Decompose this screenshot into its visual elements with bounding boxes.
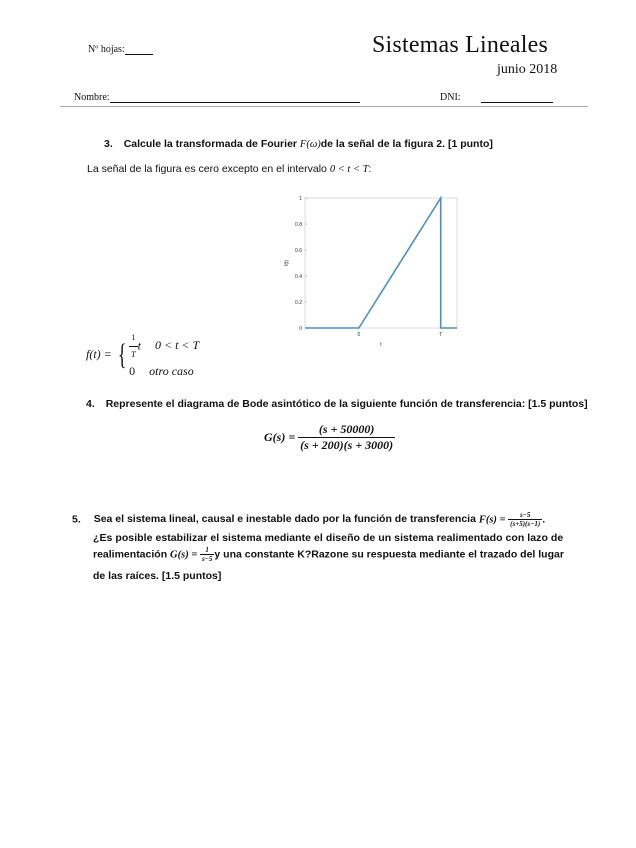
q3-intro-text: La señal de la figura es cero excepto en el intervalo (87, 163, 330, 175)
dni-blank (481, 102, 553, 103)
q5-g-numerator: 1 (200, 546, 214, 555)
q3-prefix: Calcule la transformada de Fourier (123, 138, 300, 150)
sheets-field (88, 44, 153, 55)
q3-title (104, 138, 493, 150)
y-tick-label: 1 (299, 196, 302, 202)
q3-func: F(ω) (299, 139, 321, 150)
piecewise-case-2 (129, 363, 199, 379)
y-tick-label: 0.8 (295, 222, 302, 228)
q4-lhs: G(s) = (264, 430, 299, 444)
q5-f-fraction (508, 511, 542, 528)
y-axis-label: f(t) (284, 259, 290, 267)
name-label: Nombre: (74, 92, 110, 103)
q3-number: 3. (104, 138, 113, 150)
q4-number: 4. (86, 398, 95, 410)
q3-suffix: de la señal de la figura 2. [1 punto] (320, 138, 493, 150)
exam-date: junio 2018 (497, 62, 558, 77)
q4-title (86, 398, 588, 410)
q4-fraction (298, 422, 395, 453)
piecewise-fraction (129, 330, 137, 363)
dni-field (440, 92, 553, 103)
q5-line1-math: F(s) = (478, 514, 509, 526)
q3-intro-math: 0 < t < T (329, 164, 369, 175)
piecewise-case2-expr: 0 (129, 364, 136, 378)
q5-number: 5. (72, 513, 81, 526)
header-divider (60, 106, 588, 107)
q5-line-4: de las raíces. [1.5 puntos] (93, 570, 222, 582)
q5-line1-end: . (542, 513, 546, 526)
q5-f-denominator: (s+5)(s−1) (510, 520, 541, 528)
q5-line-1 (72, 511, 545, 528)
piecewise-brace: { (117, 337, 127, 371)
piecewise-case1-cond: 0 < t < T (154, 338, 200, 353)
q3-intro-end: : (368, 163, 372, 175)
course-title: Sistemas Lineales (372, 32, 549, 58)
q5-line-3 (93, 546, 564, 563)
signal-figure (280, 190, 470, 350)
q5-line-2: ¿Es posible estabilizar el sistema mediante el diseño de un sistema realimentado con lazo de (93, 532, 564, 544)
q5-g-denominator: s−5 (201, 555, 213, 563)
q5-line3-rest: y una constante K?Razone su respuesta mediante el trazado del lugar (214, 548, 564, 561)
q5-line3-math: G(s) = (170, 549, 200, 561)
piecewise-definition (86, 330, 199, 379)
q5-g-fraction (200, 546, 214, 563)
name-field (74, 92, 360, 103)
piecewise-frac-den: T (131, 350, 136, 359)
y-tick-label: 0 (299, 326, 302, 332)
sheets-label: Nº hojas: (88, 44, 125, 55)
piecewise-case2-cond: otro caso (149, 364, 194, 378)
q4-transfer-function (264, 422, 395, 453)
y-tick-label: 0.2 (295, 300, 302, 306)
sheets-blank (125, 54, 153, 55)
piecewise-lhs: f(t) = (86, 347, 115, 361)
x-axis-label: t (380, 342, 382, 348)
y-tick-label: 0.6 (295, 248, 302, 254)
q5-line3-text: realimentación (93, 548, 171, 561)
piecewise-cases (129, 330, 199, 379)
q4-numerator: (s + 50000) (298, 422, 395, 438)
q3-intro (87, 163, 371, 175)
x-tick-label: T (439, 332, 443, 338)
q5-line1-text: Sea el sistema lineal, causal e inestable dado por la función de transferencia (93, 513, 479, 526)
q5-f-numerator: s−5 (508, 511, 542, 520)
piecewise-case1-expr: t (137, 338, 141, 353)
dni-label: DNI: (440, 92, 461, 103)
piecewise-case-1 (129, 330, 199, 363)
plot-frame (305, 198, 457, 328)
q4-denominator: (s + 200)(s + 3000) (300, 438, 394, 452)
q4-text: Represente el diagrama de Bode asintótico de la siguiente función de transferencia: [1.5 puntos] (105, 398, 588, 410)
name-blank (110, 102, 360, 103)
piecewise-frac-num: 1 (129, 330, 137, 347)
y-tick-label: 0.4 (295, 274, 302, 280)
x-tick-label: 0 (357, 332, 361, 338)
